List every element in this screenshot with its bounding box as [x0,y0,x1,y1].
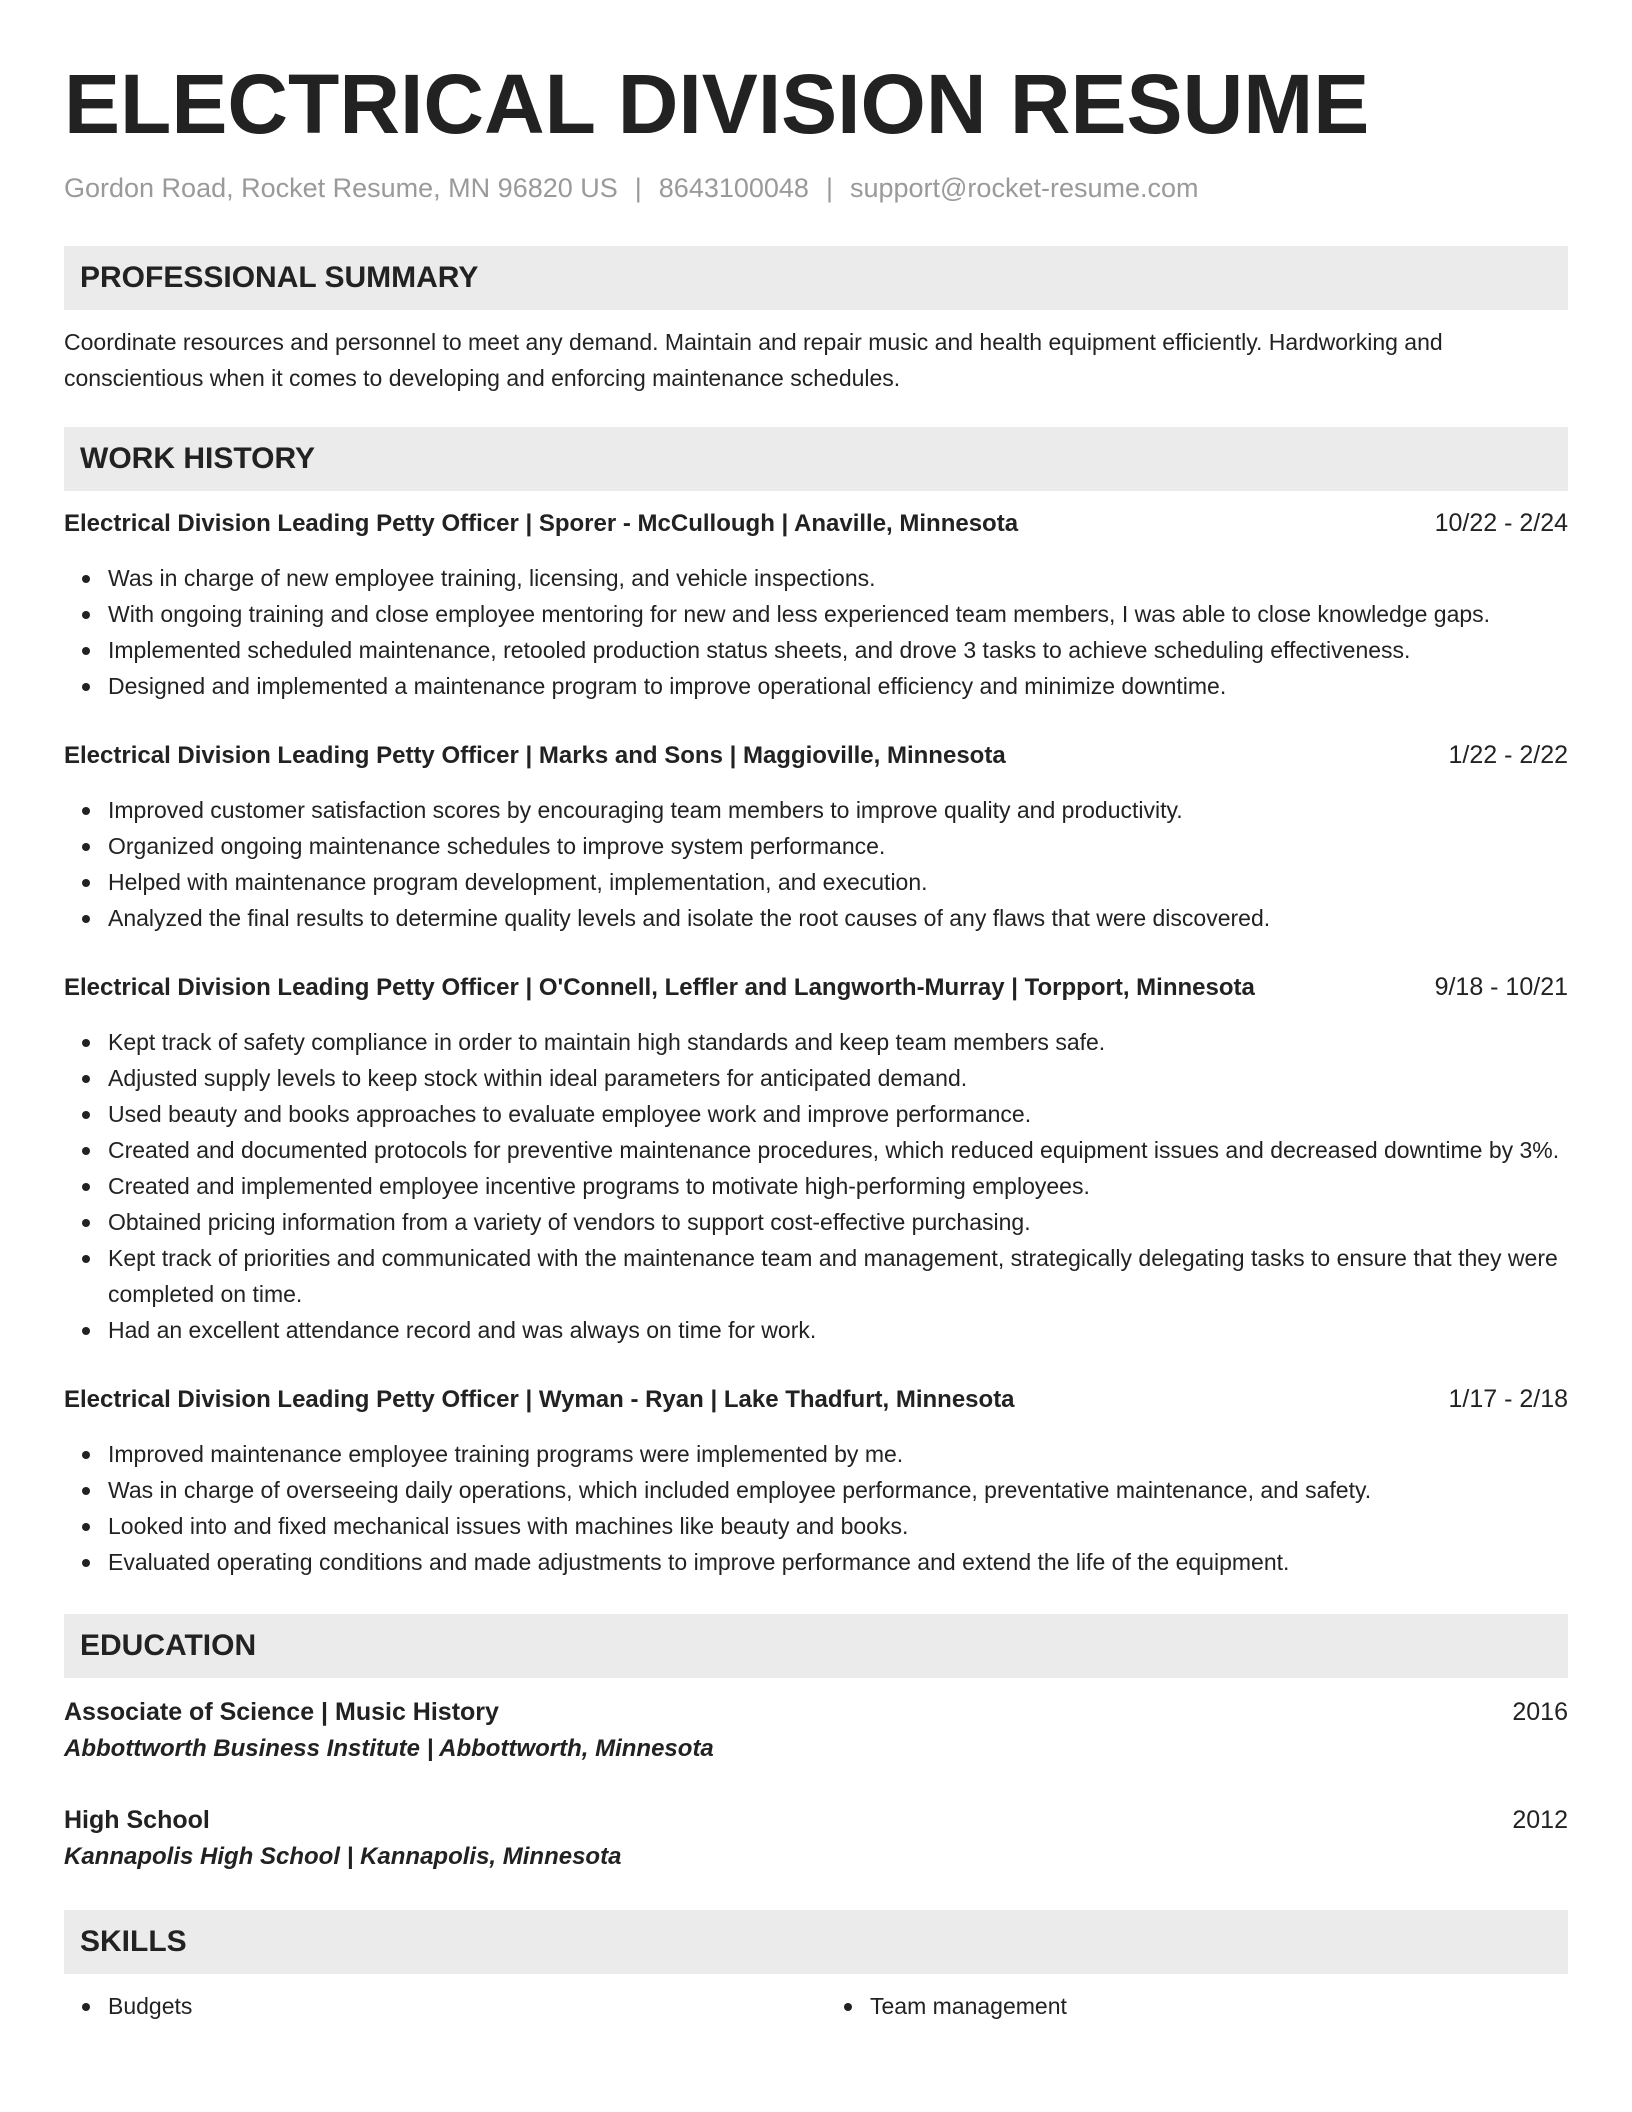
contact-separator: | [634,173,642,203]
job-bullets [64,1436,1568,1580]
job-bullet: Was in charge of overseeing daily operations, which included employee performance, preventative maintenance, and safety. [108,1472,1568,1508]
contact-separator: | [825,173,833,203]
section-heading-education: EDUCATION [64,1614,1568,1678]
job-title: Electrical Division Leading Petty Officer | O'Connell, Leffler and Langworth-Murray | Torpport, Minnesota [64,974,1255,1001]
job-bullet: Analyzed the final results to determine quality levels and isolate the root causes of any flaws that were discovered. [108,900,1568,936]
job-dates: 9/18 - 10/21 [1434,973,1568,1001]
job-bullet: Was in charge of new employee training, licensing, and vehicle inspections. [108,560,1568,596]
job-bullet: Used beauty and books approaches to evaluate employee work and improve performance. [108,1096,1568,1132]
job-dates: 1/17 - 2/18 [1448,1385,1568,1413]
skill-item: Budgets [108,1988,806,2024]
job-bullet: Obtained pricing information from a variety of vendors to support cost-effective purchasing. [108,1204,1568,1240]
education-year: 2012 [1512,1806,1568,1834]
education-degree: Associate of Science | Music History [64,1698,499,1726]
education-school: Abbottworth Business Institute | Abbottworth, Minnesota [64,1735,714,1762]
job-bullet: Adjusted supply levels to keep stock within ideal parameters for anticipated demand. [108,1060,1568,1096]
education-year: 2016 [1512,1698,1568,1726]
job-bullet: Organized ongoing maintenance schedules to improve system performance. [108,828,1568,864]
job-title: Electrical Division Leading Petty Officer | Marks and Sons | Maggioville, Minnesota [64,742,1006,769]
job-bullet: Evaluated operating conditions and made adjustments to improve performance and extend the life of the equipment. [108,1544,1568,1580]
skills-list [64,1988,1568,2024]
job-bullet: Designed and implemented a maintenance program to improve operational efficiency and minimize downtime. [108,668,1568,704]
job-bullet: Implemented scheduled maintenance, retooled production status sheets, and drove 3 tasks to achieve scheduling effectiveness. [108,632,1568,668]
job-bullet: Created and implemented employee incentive programs to motivate high-performing employees. [108,1168,1568,1204]
job-bullet: Kept track of priorities and communicated with the maintenance team and management, strategically delegating tasks to ensure that they were completed on time. [108,1240,1568,1312]
job-entry [64,737,1568,936]
job-bullet: Helped with maintenance program development, implementation, and execution. [108,864,1568,900]
section-heading-skills: SKILLS [64,1910,1568,1974]
section-heading-work-history: WORK HISTORY [64,427,1568,491]
job-bullet: Kept track of safety compliance in order to maintain high standards and keep team members safe. [108,1024,1568,1060]
contact-email: support@rocket-resume.com [849,173,1199,203]
resume-title: ELECTRICAL DIVISION RESUME [64,57,1370,151]
job-entry [64,969,1568,1348]
resume-page [64,0,1568,2024]
job-bullet: Improved customer satisfaction scores by encouraging team members to improve quality and productivity. [108,792,1568,828]
education-entry [64,1802,1568,1876]
job-bullet: With ongoing training and close employee mentoring for new and less experienced team members, I was able to close knowledge gaps. [108,596,1568,632]
job-dates: 10/22 - 2/24 [1434,509,1568,537]
education-school: Kannapolis High School | Kannapolis, Minnesota [64,1843,622,1870]
job-dates: 1/22 - 2/22 [1448,741,1568,769]
job-bullets [64,560,1568,704]
job-bullet: Created and documented protocols for preventive maintenance procedures, which reduced equipment issues and decreased downtime by 3%. [108,1132,1568,1168]
job-title: Electrical Division Leading Petty Officer | Wyman - Ryan | Lake Thadfurt, Minnesota [64,1386,1015,1413]
skills-column-right [826,1988,1568,2024]
job-bullets [64,1024,1568,1348]
section-heading-summary: PROFESSIONAL SUMMARY [64,246,1568,310]
job-bullet: Had an excellent attendance record and was always on time for work. [108,1312,1568,1348]
job-bullet: Looked into and fixed mechanical issues with machines like beauty and books. [108,1508,1568,1544]
education-degree: High School [64,1806,210,1834]
job-entry [64,1381,1568,1580]
job-entry [64,505,1568,704]
contact-address: Gordon Road, Rocket Resume, MN 96820 US [64,173,618,203]
job-bullet: Improved maintenance employee training programs were implemented by me. [108,1436,1568,1472]
skill-item: Team management [870,1988,1568,2024]
education-entry [64,1694,1568,1768]
contact-phone: 8643100048 [658,173,809,203]
contact-line [64,170,1568,206]
job-bullets [64,792,1568,936]
job-title: Electrical Division Leading Petty Officer | Sporer - McCullough | Anaville, Minnesota [64,510,1019,537]
summary-text: Coordinate resources and personnel to meet any demand. Maintain and repair music and health equipment efficiently. Hardworking and conscientious when it comes to developing and enforcing maintenance schedules. [64,329,1443,391]
skills-column-left [64,1988,806,2024]
